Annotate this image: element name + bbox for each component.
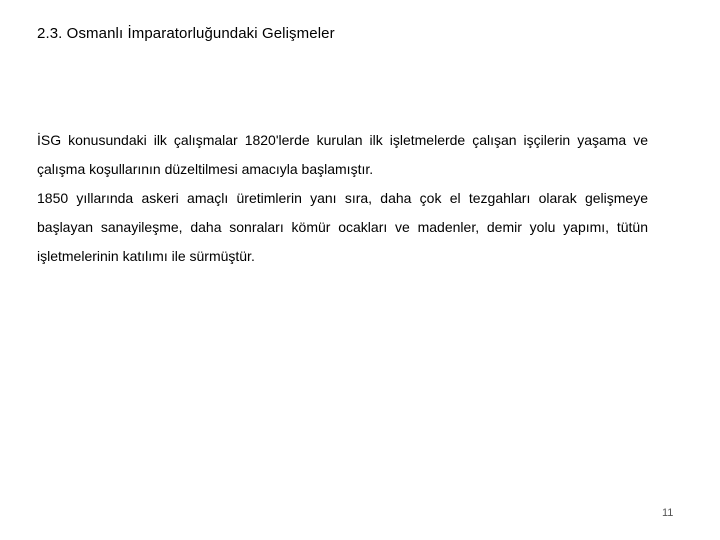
paragraph-isg-history: İSG konusundaki ilk çalışmalar 1820'lerde kurulan ilk işletmelerde çalışan işçilerin yaşama ve çalışma koşullarının düzeltilmesi amacıyla başlamıştır.	[37, 132, 648, 177]
paragraph-industrialization: 1850 yıllarında askeri amaçlı üretimlerin yanı sıra, daha çok el tezgahları olarak gelişmeye başlayan sanayileşme, daha sonraları kömür ocakları ve madenler, demir yolu yapımı, tütün işletmelerinin katılımı ile sürmüştür.	[37, 190, 648, 264]
slide-title: 2.3. Osmanlı İmparatorluğundaki Gelişmeler	[37, 25, 335, 42]
page-number: 11	[662, 507, 674, 519]
slide-body	[37, 126, 648, 271]
